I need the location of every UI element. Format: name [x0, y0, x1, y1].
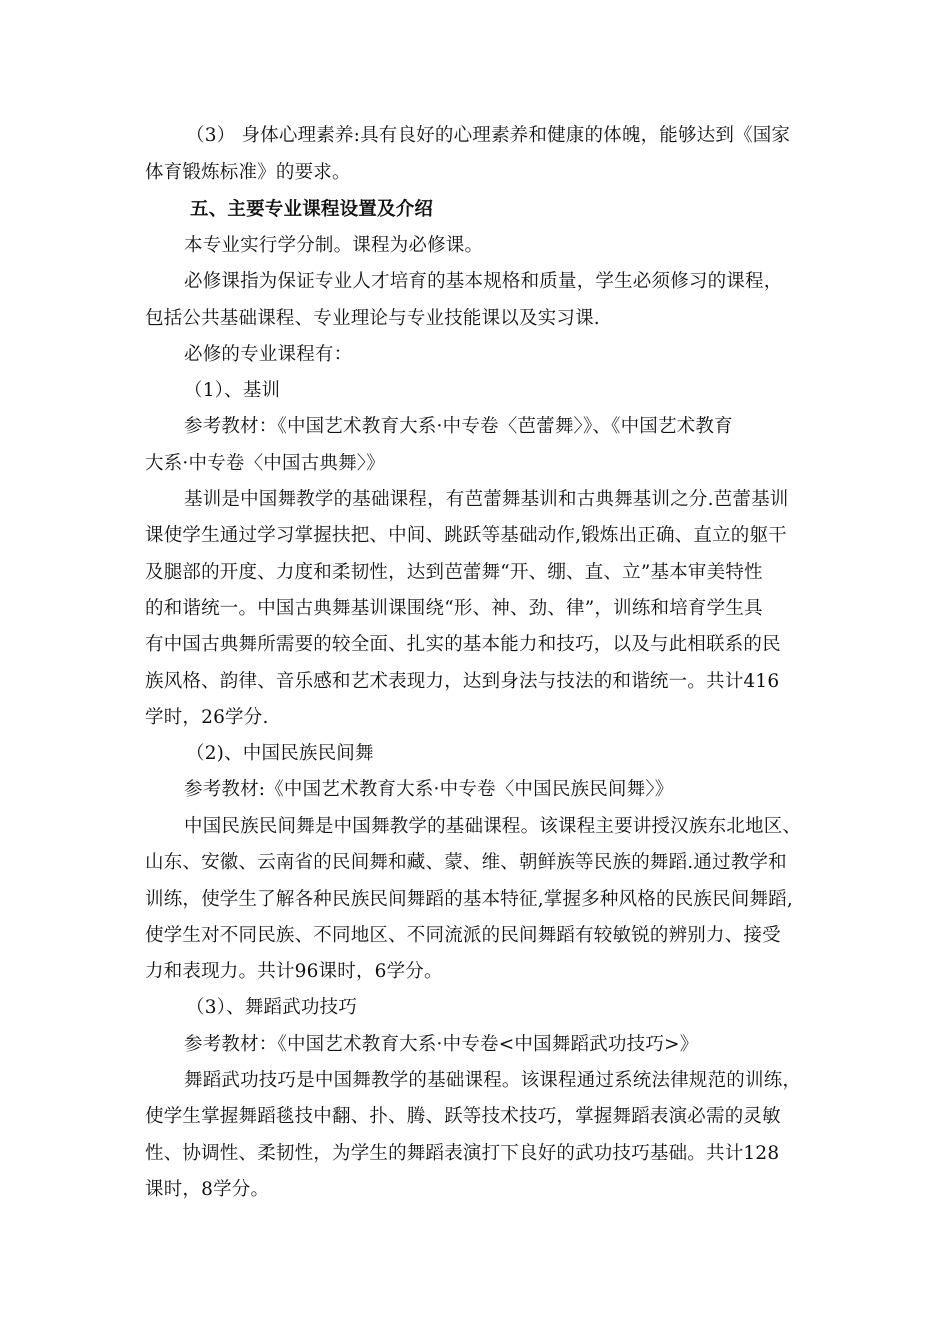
paragraph-line: 舞蹈武功技巧是中国舞教学的基础课程。该课程通过系统法律规范的训练，	[184, 1070, 802, 1091]
paragraph-line: 必修课指为保证专业人才培育的基本规格和质量，学生必须修习的课程，	[184, 271, 783, 292]
paragraph-line: 使学生对不同民族、不同地区、不同流派的民间舞蹈有较敏锐的辨别力、接受	[145, 925, 781, 946]
paragraph-line: 包括公共基础课程、专业理论与专业技能课以及实习课.	[145, 308, 600, 329]
paragraph-line: 基训是中国舞教学的基础课程，有芭蕾舞基训和古典舞基训之分.芭蕾基训	[184, 489, 789, 510]
paragraph-line: （3） 身体心理素养:具有良好的心理素养和健康的体魄，能够达到《国家	[186, 125, 791, 146]
paragraph-line: 有中国古典舞所需要的较全面、扎实的基本能力和技巧，以及与此相联系的民	[145, 634, 781, 655]
paragraph-line: 参考教材:《中国艺术教育大系·中专卷〈中国民族民间舞〉》	[184, 779, 674, 800]
paragraph-line: 的和谐统一。中国古典舞基训课围绕“形、神、劲、律”，训练和培育学生具	[145, 598, 763, 619]
paragraph-line: 参考教材：《中国艺术教育大系·中专卷〈芭蕾舞〉》、《中国艺术教育	[184, 416, 733, 437]
paragraph-line: 必修的专业课程有：	[184, 344, 353, 365]
paragraph-line: 山东、安徽、云南省的民间舞和藏、蒙、维、朝鲜族等民族的舞蹈.通过教学和	[145, 852, 787, 873]
paragraph-line: 使学生掌握舞蹈毯技中翻、扑、腾、跃等技术技巧，掌握舞蹈表演必需的灵敏	[145, 1106, 781, 1127]
paragraph-line: 族风格、韵律、音乐感和艺术表现力，达到身法与技法的和谐统一。共计416	[145, 671, 780, 692]
paragraph-line: 课时，8学分。	[145, 1179, 270, 1200]
paragraph-line: 及腿部的开度、力度和柔韧性，达到芭蕾舞“开、绷、直、立”基本审美特性	[145, 562, 763, 583]
paragraph-line: 力和表现力。共计96课时，6学分。	[145, 961, 443, 982]
section-heading: 五、主要专业课程设置及介绍	[190, 199, 434, 220]
paragraph-line: 本专业实行学分制。课程为必修课。	[184, 235, 484, 256]
paragraph-line: 学时，26学分.	[145, 707, 269, 728]
subheading-line: （3）、舞蹈武功技巧	[186, 997, 358, 1018]
paragraph-line: 参考教材：《中国艺术教育大系·中专卷<中国舞蹈武功技巧>》	[184, 1034, 699, 1055]
paragraph-line: 性、协调性、柔韧性，为学生的舞蹈表演打下良好的武功技巧基础。共计128	[145, 1143, 780, 1164]
paragraph-line: 课使学生通过学习掌握扶把、中间、跳跃等基础动作,锻炼出正确、直立的躯干	[145, 525, 787, 546]
subheading-line: （1）、基训	[184, 380, 281, 401]
subheading-line: （2)、中国民族民间舞	[186, 743, 374, 764]
paragraph-line: 中国民族民间舞是中国舞教学的基础课程。该课程主要讲授汉族东北地区、	[184, 816, 802, 837]
paragraph-line: 训练，使学生了解各种民族民间舞蹈的基本特征,掌握多种风格的民族民间舞蹈,	[145, 889, 793, 910]
paragraph-line: 体育锻炼标准》的要求。	[145, 162, 351, 183]
paragraph-line: 大系·中专卷〈中国古典舞〉》	[145, 453, 385, 474]
